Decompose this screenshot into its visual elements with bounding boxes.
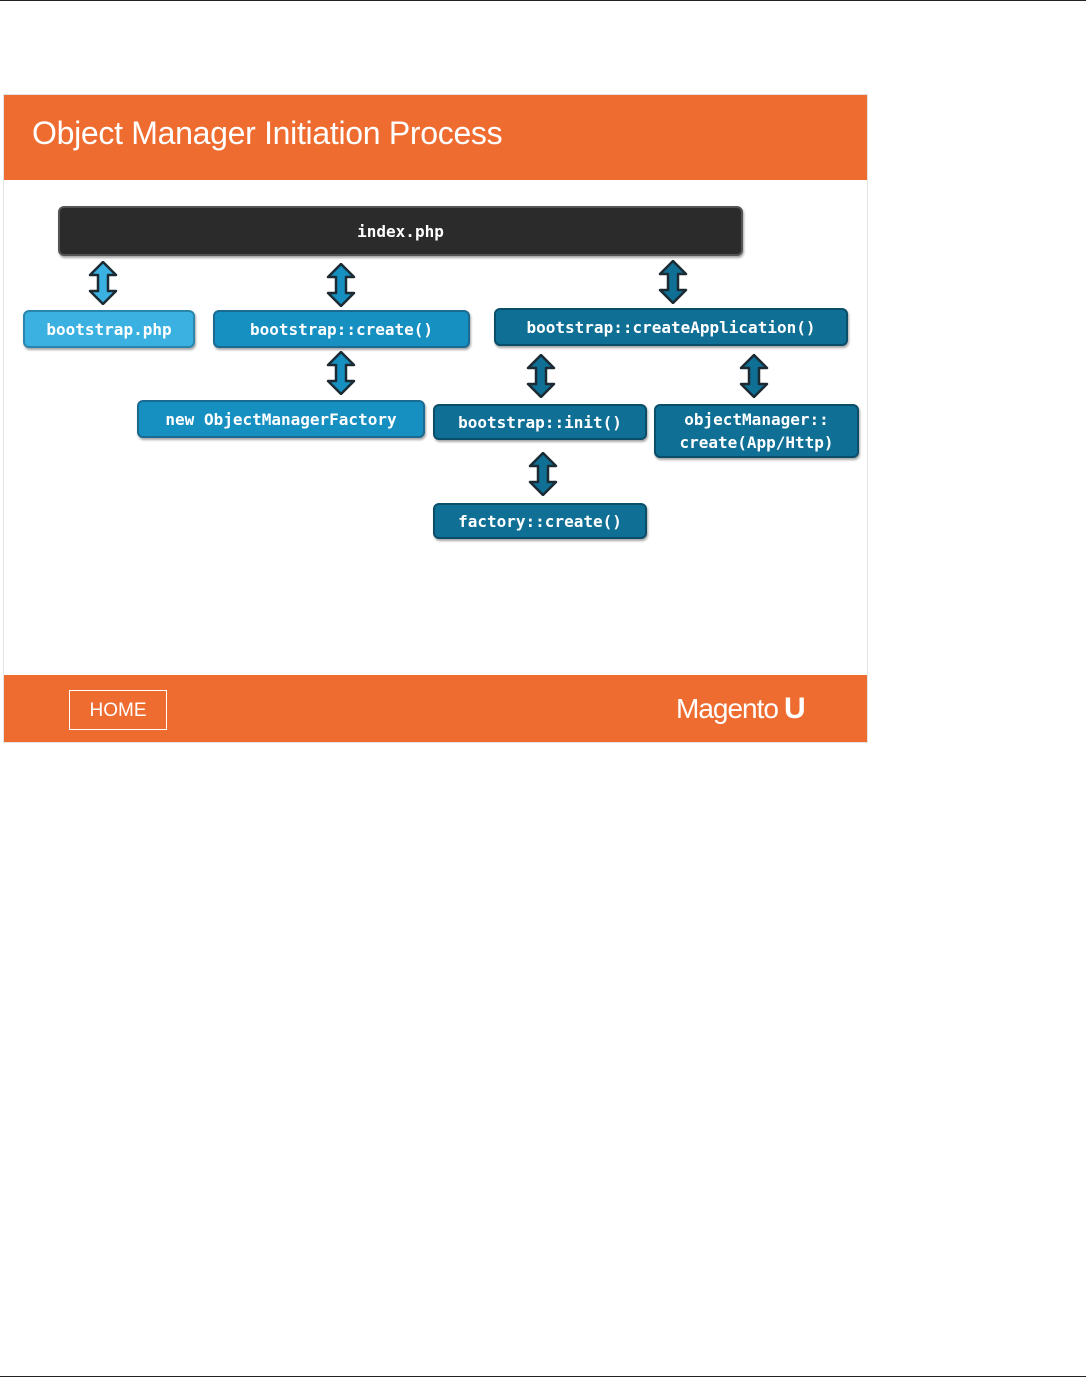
node-new-object-manager-factory: new ObjectManagerFactory [137, 400, 425, 438]
slide-header [4, 95, 867, 180]
node-object-manager-create [654, 404, 859, 458]
brand-name: Magento [676, 693, 778, 724]
node-bootstrap-init: bootstrap::init() [433, 404, 647, 440]
slide-footer [4, 675, 867, 742]
double-arrow-icon [326, 351, 356, 395]
double-arrow-icon [658, 260, 688, 304]
double-arrow-icon [739, 354, 769, 398]
node-object-manager-create-line1: objectManager:: [684, 410, 829, 429]
double-arrow-icon [88, 261, 118, 305]
node-bootstrap-php: bootstrap.php [23, 310, 195, 348]
slide [4, 95, 867, 742]
magento-u-logo [676, 692, 806, 726]
node-bootstrap-create: bootstrap::create() [213, 310, 470, 348]
page-bottom-rule [0, 1376, 1086, 1377]
double-arrow-icon [326, 263, 356, 307]
home-button[interactable]: HOME [69, 690, 167, 730]
slide-title: Object Manager Initiation Process [32, 115, 503, 151]
double-arrow-icon [528, 452, 558, 496]
node-index-php: index.php [58, 206, 743, 256]
node-factory-create: factory::create() [433, 503, 647, 539]
double-arrow-icon [526, 354, 556, 398]
brand-suffix: U [783, 692, 806, 725]
node-object-manager-create-line2: create(App/Http) [679, 433, 834, 452]
page-top-rule [0, 0, 1086, 1]
node-bootstrap-create-application: bootstrap::createApplication() [494, 308, 848, 346]
